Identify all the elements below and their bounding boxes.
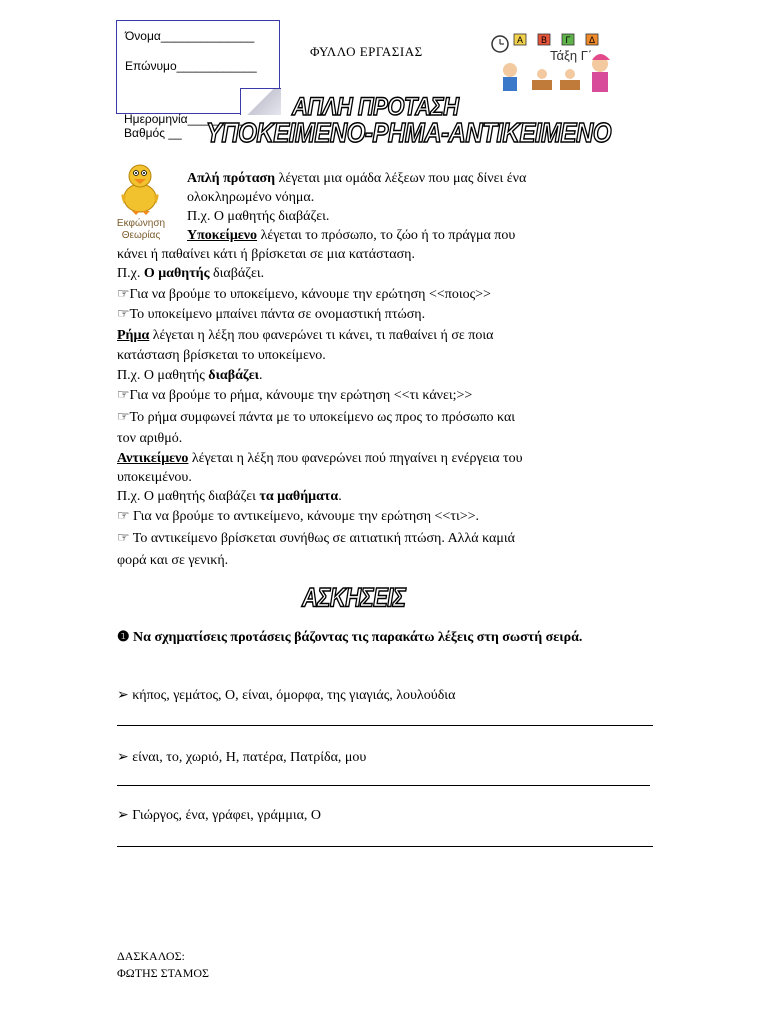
- term-simple-sentence: Απλή πρόταση: [187, 171, 276, 186]
- student-info-card: [116, 20, 280, 114]
- logo-letter: Β: [540, 35, 548, 45]
- theory-line: κάνει ή παθαίνει κάτι ή βρίσκεται σε μια κατάσταση.: [117, 247, 415, 262]
- logo-letter: Δ: [588, 35, 596, 45]
- mascot-caption-line2: Θεωρίας: [121, 230, 161, 241]
- term-verb: Ρήμα: [117, 328, 150, 343]
- theory-text: λέγεται το πρόσωπο, το ζώο ή το πράγμα που: [257, 228, 516, 243]
- theory-line: [187, 228, 515, 244]
- theory-text: Π.χ. Ο μαθητής διαβάζει: [117, 489, 260, 504]
- theory-text: Π.χ.: [117, 266, 144, 281]
- theory-tip: ☞Το ρήμα συμφωνεί πάντα με το υποκείμενο ως προς το πρόσωπο και: [117, 410, 516, 425]
- theory-tip: ☞ Το αντικείμενο βρίσκεται συνήθως σε αιτιατική πτώση. Αλλά καμιά: [117, 531, 515, 546]
- theory-text: λέγεται η λέξη που φανερώνει πού πηγαίνει η ενέργεια του: [188, 451, 523, 466]
- theory-line: υποκειμένου.: [117, 470, 192, 485]
- example-verb: διαβάζει: [208, 368, 260, 383]
- example-subject: Ο μαθητής: [143, 266, 210, 281]
- theory-text: διαβάζει.: [209, 266, 265, 281]
- theory-line: τον αριθμό.: [117, 431, 183, 446]
- date-field-label: Ημερομηνία__________: [124, 112, 255, 126]
- heading-subject-verb-object: ΥΠΟΚΕΙΜΕΝΟ-ΡΗΜΑ-ΑΝΤΙΚΕΙΜΕΝΟ: [206, 117, 612, 149]
- mascot-caption-line1: Εκφώνηση: [116, 218, 166, 229]
- answer-line[interactable]: [117, 846, 653, 847]
- theory-line: [117, 328, 493, 344]
- theory-tip: ☞Το υποκείμενο μπαίνει πάντα σε ονομαστική πτώση.: [117, 307, 426, 322]
- theory-line: φορά και σε γενική.: [117, 553, 229, 568]
- exercise-item: ➢ είναι, το, χωριό, Η, πατέρα, Πατρίδα, μου: [117, 750, 367, 765]
- theory-text: λέγεται μια ομάδα λέξεων που μας δίνει ένα: [275, 171, 527, 186]
- theory-line: [117, 451, 523, 467]
- surname-field-label: Επώνυμο____________: [125, 59, 257, 73]
- answer-line[interactable]: [117, 725, 653, 726]
- page-curl-decoration: [240, 88, 281, 115]
- answer-line[interactable]: [117, 785, 650, 786]
- theory-line: ολοκληρωμένο νόημα.: [187, 190, 315, 205]
- theory-text: Π.χ. Ο μαθητής: [117, 368, 209, 383]
- heading-exercises: ΑΣΚΗΣΕΙΣ: [302, 582, 406, 613]
- class-logo-illustration: [488, 30, 624, 100]
- term-subject: Υποκείμενο: [187, 228, 258, 243]
- exercise-item: ➢ κήπος, γεμάτος, Ο, είναι, όμορφα, της γιαγιάς, λουλούδια: [117, 688, 456, 703]
- theory-line: [187, 171, 526, 187]
- teacher-name: ΦΩΤΗΣ ΣΤΑΜΟΣ: [117, 966, 210, 980]
- theory-example: [117, 266, 264, 282]
- teacher-signature: [117, 948, 209, 982]
- heading-simple-sentence: ΑΠΛΗ ΠΡΟΤΑΣΗ: [292, 92, 459, 121]
- logo-letter: Α: [516, 35, 524, 45]
- theory-tip: ☞Για να βρούμε το υποκείμενο, κάνουμε την ερώτηση <<ποιος>>: [117, 287, 491, 302]
- mascot-caption: [112, 218, 170, 242]
- theory-line: κατάσταση βρίσκεται το υποκείμενο.: [117, 348, 326, 363]
- example-object: τα μαθήματα: [259, 489, 339, 504]
- theory-text: .: [259, 368, 263, 383]
- logo-letter: Γ: [565, 35, 571, 45]
- theory-tip: ☞Για να βρούμε το ρήμα, κάνουμε την ερώτηση <<τι κάνει;>>: [117, 388, 473, 403]
- teacher-label: ΔΑΣΚΑΛΟΣ:: [117, 949, 185, 963]
- theory-example: Π.χ. Ο μαθητής διαβάζει.: [187, 209, 330, 224]
- name-field-label: Όνομα______________: [125, 29, 255, 43]
- logo-class-text: Τάξη Γ΄: [550, 48, 593, 63]
- duck-mascot-icon: [116, 160, 164, 216]
- grade-field-label: Βαθμός __: [124, 126, 182, 140]
- theory-text: λέγεται η λέξη που φανερώνει τι κάνει, τι παθαίνει ή σε ποια: [149, 328, 494, 343]
- theory-tip: ☞ Για να βρούμε το αντικείμενο, κάνουμε την ερώτηση <<τι>>.: [117, 509, 480, 524]
- theory-example: [117, 489, 342, 505]
- term-object: Αντικείμενο: [117, 451, 189, 466]
- theory-example: [117, 368, 263, 384]
- theory-text: .: [338, 489, 342, 504]
- exercise-item: ➢ Γιώργος, ένα, γράφει, γράμμια, Ο: [117, 808, 322, 823]
- exercise-instruction: ❶ Να σχηματίσεις προτάσεις βάζοντας τις παρακάτω λέξεις στη σωστή σειρά.: [117, 630, 583, 645]
- worksheet-title: ΦΥΛΛΟ ΕΡΓΑΣΙΑΣ: [310, 44, 423, 59]
